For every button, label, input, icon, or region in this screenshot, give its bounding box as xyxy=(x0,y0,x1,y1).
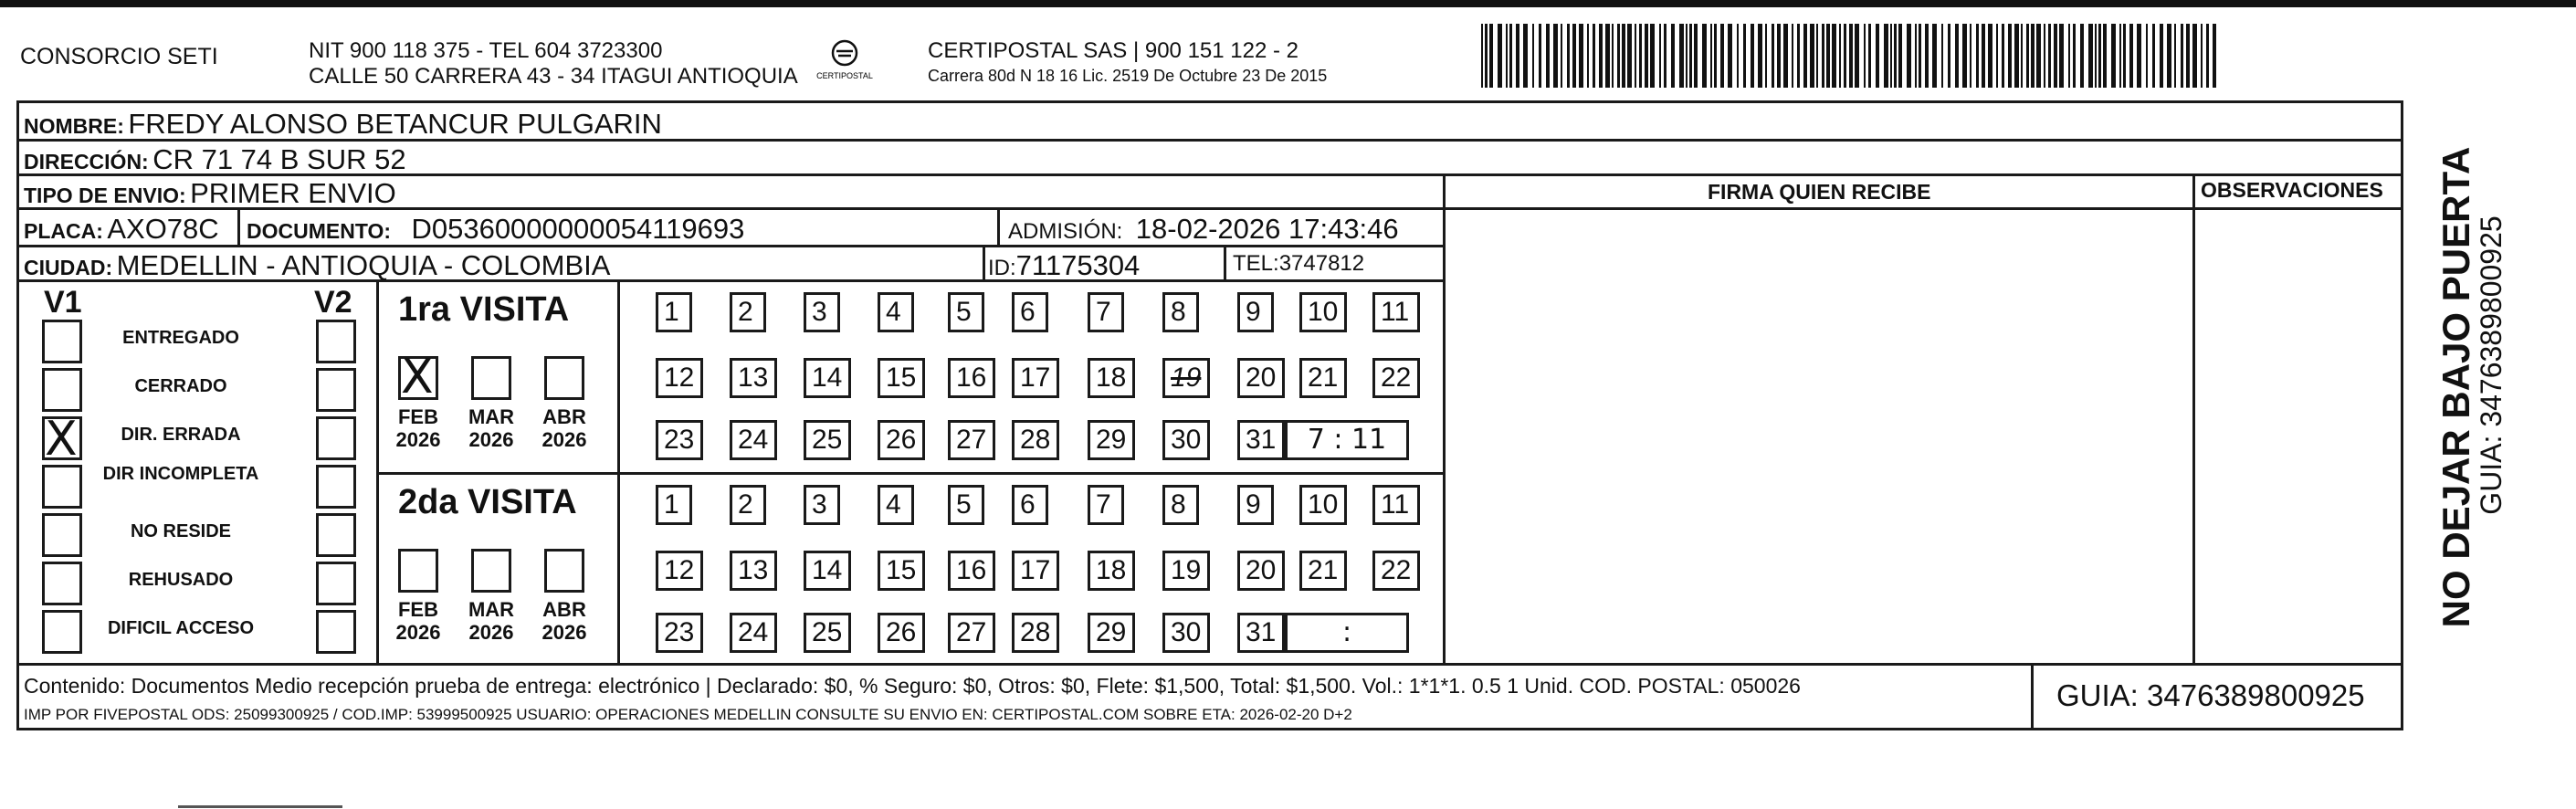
barcode-bar xyxy=(1890,24,1892,88)
imp-line: IMP POR FIVEPOSTAL ODS: 25099300925 / COD.IMP: 53999500925 USUARIO: OPERACIONES MEDELLIN CONSULTE SU ENVIO EN: CERTIPOSTAL.COM SOBRE ETA: 2026-02-20 D+2 xyxy=(24,706,1352,723)
barcode-bar xyxy=(2119,24,2121,88)
barcode xyxy=(1481,24,2221,88)
tipo-value: PRIMER ENVIO xyxy=(190,177,396,209)
barcode-bar xyxy=(1758,24,1762,88)
barcode-bar xyxy=(1567,24,1570,88)
status-label: DIR. ERRADA xyxy=(121,425,241,445)
barcode-bar xyxy=(2123,24,2126,88)
day-box[interactable]: 24 xyxy=(730,420,777,460)
placa-value: AXO78C xyxy=(107,213,219,245)
month-name: MAR xyxy=(468,598,515,621)
day-box[interactable]: 24 xyxy=(730,613,777,653)
ciudad-label: CIUDAD: xyxy=(24,256,113,279)
barcode-bar xyxy=(1671,24,1675,88)
tel-field xyxy=(1233,253,1364,275)
day-box[interactable]: 15 xyxy=(878,551,925,591)
barcode-bar xyxy=(1868,24,1871,88)
barcode-bar xyxy=(1876,24,1879,88)
barcode-bar xyxy=(2174,24,2176,88)
barcode-bar xyxy=(2186,24,2190,88)
barcode-bar xyxy=(2008,24,2012,88)
day-box[interactable]: 31 xyxy=(1237,420,1285,460)
barcode-bar xyxy=(2068,24,2070,88)
visit-title: 1ra VISITA xyxy=(398,290,570,329)
day-box[interactable]: 12 xyxy=(656,551,703,591)
barcode-bar xyxy=(2192,24,2197,88)
v2-checkbox[interactable] xyxy=(316,465,356,509)
status-label: CERRADO xyxy=(134,376,227,396)
day-box[interactable]: 18 xyxy=(1088,358,1135,398)
carrier-license: Carrera 80d N 18 16 Lic. 2519 De Octubre 23 De 2015 xyxy=(928,67,1328,85)
barcode-bar xyxy=(1702,24,1707,88)
barcode-bar xyxy=(1639,24,1642,88)
day-box[interactable]: 29 xyxy=(1088,613,1135,653)
barcode-bar xyxy=(1516,24,1519,88)
month-label xyxy=(542,405,587,452)
month-label xyxy=(396,598,441,645)
barcode-bar xyxy=(2059,24,2064,88)
v2-checkbox[interactable] xyxy=(316,368,356,412)
barcode-bar xyxy=(1532,24,1534,88)
barcode-bar xyxy=(1523,24,1528,88)
day-box[interactable]: 29 xyxy=(1088,420,1135,460)
barcode-bar xyxy=(2073,24,2076,88)
v2-checkbox[interactable] xyxy=(316,610,356,654)
day-box[interactable]: 17 xyxy=(1012,358,1059,398)
barcode-bar xyxy=(1864,24,1866,88)
v1-checkbox[interactable] xyxy=(42,610,82,654)
barcode-bar xyxy=(1659,24,1661,88)
month-checkbox[interactable] xyxy=(471,356,511,400)
barcode-bar xyxy=(1720,24,1724,88)
v2-label: V2 xyxy=(314,285,352,320)
barcode-bar xyxy=(1783,24,1788,88)
day-box[interactable]: 30 xyxy=(1162,613,1210,653)
barcode-bar xyxy=(1844,24,1846,88)
day-box[interactable]: 7 xyxy=(1088,292,1124,332)
barcode-bar xyxy=(1612,24,1614,88)
barcode-bar xyxy=(1925,24,1929,88)
month-checkbox[interactable] xyxy=(544,549,584,593)
day-box[interactable]: 10 xyxy=(1299,292,1347,332)
barcode-bar xyxy=(2048,24,2051,88)
status-label: DIR INCOMPLETA xyxy=(102,464,259,484)
visit-title: 2da VISITA xyxy=(398,483,577,521)
day-box[interactable]: 16 xyxy=(948,358,995,398)
barcode-bar xyxy=(1988,24,1992,88)
tipo-row xyxy=(24,179,396,207)
status-label: REHUSADO xyxy=(128,570,234,590)
guia-box: GUIA: 3476389800925 xyxy=(2056,678,2365,712)
barcode-bar xyxy=(1539,24,1541,88)
day-box[interactable]: 6 xyxy=(1012,485,1048,525)
barcode-bar xyxy=(1617,24,1620,88)
barcode-bar xyxy=(1797,24,1800,88)
day-box[interactable]: 25 xyxy=(804,420,851,460)
observaciones-label: OBSERVACIONES xyxy=(2201,178,2383,202)
day-box[interactable]: 4 xyxy=(878,485,914,525)
barcode-bar xyxy=(1777,24,1781,88)
id-value: 71175304 xyxy=(1015,249,1141,281)
barcode-bar xyxy=(2031,24,2035,88)
day-box[interactable]: 18 xyxy=(1088,551,1135,591)
barcode-bar xyxy=(1635,24,1636,88)
day-box[interactable]: 8 xyxy=(1162,292,1199,332)
barcode-bar xyxy=(1941,24,1943,88)
barcode-bar xyxy=(2201,24,2203,88)
month-year: 2026 xyxy=(395,428,441,452)
barcode-bar xyxy=(2160,24,2163,88)
v1-label: V1 xyxy=(44,285,82,320)
day-box[interactable]: 22 xyxy=(1372,358,1420,398)
day-box[interactable]: 7 xyxy=(1088,485,1124,525)
nit-line: NIT 900 118 375 - TEL 604 3723300 xyxy=(309,38,663,63)
time-box[interactable]: : xyxy=(1285,613,1409,653)
svg-text:CERTIPOSTAL: CERTIPOSTAL xyxy=(816,71,873,80)
barcode-bar xyxy=(1481,24,1483,88)
barcode-bar xyxy=(1498,24,1502,88)
month-label xyxy=(468,598,514,645)
status-label: ENTREGADO xyxy=(122,328,239,348)
top-scan-edge xyxy=(0,0,2576,7)
barcode-bar xyxy=(2026,24,2029,88)
tel-label: TEL: xyxy=(1233,251,1279,276)
day-box[interactable]: 26 xyxy=(878,420,925,460)
day-box[interactable]: 1 xyxy=(656,485,692,525)
barcode-bar xyxy=(1970,24,1971,88)
day-box[interactable]: 5 xyxy=(948,292,984,332)
day-box[interactable]: 14 xyxy=(804,358,851,398)
barcode-bar xyxy=(2098,24,2101,88)
barcode-bar xyxy=(1710,24,1712,88)
day-box[interactable]: 11 xyxy=(1372,292,1420,332)
barcode-bar xyxy=(2080,24,2084,88)
documento-label: DOCUMENTO: xyxy=(247,219,392,243)
day-box[interactable]: 27 xyxy=(948,613,995,653)
barcode-bar xyxy=(1907,24,1911,88)
barcode-bar xyxy=(1962,24,1967,88)
barcode-bar xyxy=(2167,24,2171,88)
barcode-bar xyxy=(1622,24,1625,88)
barcode-bar xyxy=(1599,24,1603,88)
day-box[interactable]: 19 xyxy=(1162,551,1210,591)
barcode-bar xyxy=(1485,24,1488,88)
barcode-bar xyxy=(1765,24,1767,88)
day-box[interactable]: 23 xyxy=(656,613,703,653)
day-box[interactable]: 6 xyxy=(1012,292,1048,332)
month-label xyxy=(468,405,514,452)
day-box[interactable]: 31 xyxy=(1237,613,1285,653)
month-year: 2026 xyxy=(541,621,587,645)
day-box[interactable]: 5 xyxy=(948,485,984,525)
barcode-bar xyxy=(2146,24,2148,88)
v2-checkbox[interactable] xyxy=(316,513,356,557)
barcode-bar xyxy=(2044,24,2045,88)
barcode-bar xyxy=(1686,24,1688,88)
barcode-bar xyxy=(2137,24,2141,88)
month-name: FEB xyxy=(397,598,438,621)
v2-checkbox[interactable] xyxy=(316,320,356,363)
v1-checkbox[interactable] xyxy=(42,465,82,509)
barcode-bar xyxy=(1587,24,1589,88)
barcode-bar xyxy=(1915,24,1917,88)
barcode-bar xyxy=(1506,24,1508,88)
day-box[interactable]: 28 xyxy=(1012,613,1059,653)
barcode-bar xyxy=(2002,24,2004,88)
direccion-value: CR 71 74 B SUR 52 xyxy=(152,143,406,175)
day-box[interactable]: 17 xyxy=(1012,551,1059,591)
barcode-bar xyxy=(1694,24,1698,88)
barcode-bar xyxy=(2213,24,2216,88)
documento-field xyxy=(247,215,744,243)
barcode-bar xyxy=(1919,24,1921,88)
barcode-bar xyxy=(1509,24,1512,88)
nombre-row xyxy=(24,110,662,138)
barcode-bar xyxy=(1948,24,1950,88)
barcode-bar xyxy=(1803,24,1807,88)
month-label xyxy=(396,405,441,452)
id-label: ID: xyxy=(988,256,1016,280)
month-checkbox[interactable] xyxy=(544,356,584,400)
barcode-bar xyxy=(1645,24,1648,88)
barcode-bar xyxy=(1579,24,1583,88)
id-field xyxy=(988,251,1140,279)
month-year: 2026 xyxy=(468,621,514,645)
tipo-label: TIPO DE ENVIO: xyxy=(24,184,186,207)
placa-field xyxy=(24,215,219,243)
barcode-bar xyxy=(1489,24,1493,88)
admision-field xyxy=(1008,215,1399,243)
barcode-bar xyxy=(1593,24,1595,88)
barcode-bar xyxy=(1855,24,1859,88)
month-name: ABR xyxy=(542,405,586,428)
v1-checkbox[interactable] xyxy=(42,368,82,412)
no-dejar-bajo-puerta: NO DEJAR BAJO PUERTA xyxy=(2434,146,2477,628)
day-box[interactable]: 19 xyxy=(1162,358,1210,398)
barcode-bar xyxy=(1996,24,1998,88)
barcode-bar xyxy=(2021,24,2023,88)
day-box[interactable]: 3 xyxy=(804,485,840,525)
barcode-bar xyxy=(1679,24,1684,88)
day-box[interactable]: 23 xyxy=(656,420,703,460)
barcode-bar xyxy=(2095,24,2097,88)
barcode-bar xyxy=(1553,24,1558,88)
barcode-bar xyxy=(1982,24,1985,88)
time-box[interactable]: 7 : 11 xyxy=(1285,420,1409,460)
day-box[interactable]: 9 xyxy=(1237,485,1274,525)
month-name: MAR xyxy=(468,405,515,428)
day-box[interactable]: 11 xyxy=(1372,485,1420,525)
placa-label: PLACA: xyxy=(24,219,103,243)
day-box[interactable]: 2 xyxy=(730,485,766,525)
v2-checkbox[interactable] xyxy=(316,562,356,605)
month-year: 2026 xyxy=(541,428,587,452)
day-box[interactable]: 25 xyxy=(804,613,851,653)
barcode-bar xyxy=(1976,24,1979,88)
barcode-bar xyxy=(2129,24,2133,88)
firma-label: FIRMA QUIEN RECIBE xyxy=(1708,180,1931,204)
barcode-bar xyxy=(1772,24,1774,88)
status-label: DIFICIL ACCESO xyxy=(107,618,255,638)
day-box[interactable]: 20 xyxy=(1237,551,1285,591)
barcode-bar xyxy=(1561,24,1562,88)
month-year: 2026 xyxy=(468,428,514,452)
day-box[interactable]: 12 xyxy=(656,358,703,398)
day-box[interactable]: 13 xyxy=(730,551,777,591)
day-box[interactable]: 4 xyxy=(878,292,914,332)
day-box[interactable]: 3 xyxy=(804,292,840,332)
month-checkbox[interactable] xyxy=(398,350,438,404)
barcode-bar xyxy=(1894,24,1897,88)
v2-checkbox[interactable] xyxy=(316,416,356,460)
day-box[interactable]: 9 xyxy=(1237,292,1274,332)
barcode-bar xyxy=(1832,24,1836,88)
day-box[interactable]: 21 xyxy=(1299,358,1347,398)
nombre-label: NOMBRE: xyxy=(24,114,124,138)
day-box[interactable]: 27 xyxy=(948,420,995,460)
ciudad-value: MEDELLIN - ANTIOQUIA - COLOMBIA xyxy=(116,249,611,281)
day-box[interactable]: 10 xyxy=(1299,485,1347,525)
carrier-line: CERTIPOSTAL SAS | 900 151 122 - 2 xyxy=(928,38,1299,63)
barcode-bar xyxy=(1728,24,1732,88)
barcode-bar xyxy=(2181,24,2183,88)
month-label xyxy=(542,598,587,645)
v1-checkbox[interactable] xyxy=(42,562,82,605)
barcode-bar xyxy=(2206,24,2209,88)
documento-value: D05360000000054119693 xyxy=(411,213,745,245)
barcode-bar xyxy=(1932,24,1937,88)
day-box[interactable]: 16 xyxy=(948,551,995,591)
barcode-bar xyxy=(1751,24,1754,88)
barcode-bar xyxy=(1743,24,1746,88)
day-box[interactable]: 15 xyxy=(878,358,925,398)
barcode-bar xyxy=(1650,24,1655,88)
day-box[interactable]: 2 xyxy=(730,292,766,332)
content-line: Contenido: Documentos Medio recepción prueba de entrega: electrónico | Declarado: $0, % Seguro: $0, Otros: $0, Flete: $1,500, Total: $1,500. Vol.: 1*1*1. 0.5 1 Unid. COD. POSTAL: 050026 xyxy=(24,674,1801,698)
barcode-bar xyxy=(1627,24,1632,88)
side-guia: GUIA: 3476389800925 xyxy=(2475,215,2508,515)
admision-value: 18-02-2026 17:43:46 xyxy=(1135,213,1399,245)
admision-label: ADMISIÓN: xyxy=(1008,219,1123,244)
scan-artifact xyxy=(178,805,342,808)
barcode-bar xyxy=(2111,24,2116,88)
address-line: CALLE 50 CARRERA 43 - 34 ITAGUI ANTIOQUIA xyxy=(309,64,798,89)
barcode-bar xyxy=(1572,24,1576,88)
barcode-bar xyxy=(1664,24,1667,88)
day-box[interactable]: 8 xyxy=(1162,485,1199,525)
certipostal-logo xyxy=(804,38,886,84)
barcode-bar xyxy=(2152,24,2155,88)
day-box[interactable]: 22 xyxy=(1372,551,1420,591)
barcode-bar xyxy=(1816,24,1818,88)
barcode-bar xyxy=(1826,24,1830,88)
day-box[interactable]: 14 xyxy=(804,551,851,591)
ciudad-field xyxy=(24,251,610,279)
barcode-bar xyxy=(1849,24,1853,88)
barcode-bar xyxy=(1792,24,1793,88)
barcode-bar xyxy=(2103,24,2107,88)
handwritten-x-mark: X xyxy=(45,412,78,467)
barcode-bar xyxy=(1839,24,1841,88)
barcode-bar xyxy=(1955,24,1959,88)
month-checkbox[interactable] xyxy=(398,549,438,593)
barcode-bar xyxy=(1884,24,1888,88)
v1-checkbox[interactable] xyxy=(42,320,82,363)
barcode-bar xyxy=(2054,24,2057,88)
barcode-bar xyxy=(1689,24,1692,88)
month-name: FEB xyxy=(397,405,438,428)
day-box[interactable]: 21 xyxy=(1299,551,1347,591)
month-year: 2026 xyxy=(395,621,441,645)
barcode-bar xyxy=(1714,24,1717,88)
v1-checkbox[interactable] xyxy=(42,513,82,557)
day-box[interactable]: 28 xyxy=(1012,420,1059,460)
day-box[interactable]: 1 xyxy=(656,292,692,332)
month-checkbox[interactable] xyxy=(471,549,511,593)
handwritten-x-mark: X xyxy=(401,350,434,404)
barcode-bar xyxy=(2088,24,2093,88)
barcode-bar xyxy=(1546,24,1550,88)
v1-checkbox[interactable] xyxy=(42,412,82,467)
direccion-row xyxy=(24,145,406,173)
barcode-bar xyxy=(1810,24,1814,88)
nombre-value: FREDY ALONSO BETANCUR PULGARIN xyxy=(128,108,662,140)
barcode-bar xyxy=(2014,24,2019,88)
day-box[interactable]: 30 xyxy=(1162,420,1210,460)
day-box[interactable]: 13 xyxy=(730,358,777,398)
direccion-label: DIRECCIÓN: xyxy=(24,150,149,173)
month-name: ABR xyxy=(542,598,586,621)
status-label: NO RESIDE xyxy=(130,521,232,541)
company-name: CONSORCIO SETI xyxy=(20,44,218,69)
day-box[interactable]: 26 xyxy=(878,613,925,653)
barcode-bar xyxy=(1822,24,1824,88)
barcode-bar xyxy=(2036,24,2041,88)
barcode-bar xyxy=(1605,24,1610,88)
tel-value: 3747812 xyxy=(1278,251,1365,276)
barcode-bar xyxy=(1898,24,1902,88)
barcode-bar xyxy=(1737,24,1739,88)
day-box[interactable]: 20 xyxy=(1237,358,1285,398)
